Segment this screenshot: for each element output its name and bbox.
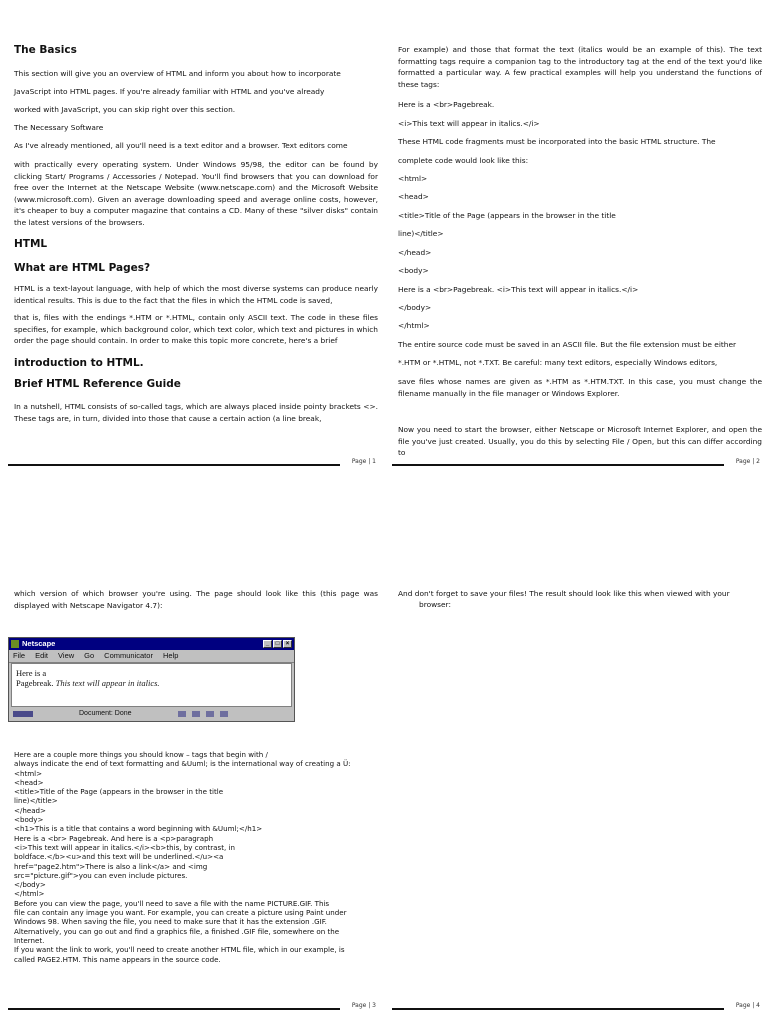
menu-item-communicator: Communicator xyxy=(104,651,153,660)
code-line: </body> xyxy=(398,303,432,312)
mail-icon xyxy=(192,711,200,717)
text-line: browser: xyxy=(419,600,451,609)
menu-item-view: View xyxy=(58,651,75,660)
heading-what-are-html-pages: What are HTML Pages? xyxy=(14,262,151,274)
text-line: This section will give you an overview of HTML and inform you about how to incorporate xyxy=(14,69,341,78)
code-sample: Here are a couple more things you should know – tags that begin with / always indicate the end of text formatting and &Uuml; is the international way of creating a Ü: <html> <head> <title>Title of the Page (appears in the browser in the title line)</title> </head> <body> <h1>This is a title that contains a word beginning with &Uuml;</h1> Here is a <br> Pagebreak. And here is a <p>paragraph <i>This text will appear in italics.</i><b>this, by contrast, in boldface.</b><u>and this text will be underlined.</u><a href="page2.htm">There is also a link</a> and <img src="picture.gif">you can even include pictures. </body> </html> Before you can view the page, you'll need to save a file with the name PICTURE.GIF. This file can contain any image you want. For example, you can create a picture using Paint under Windows 98. When saving the file, you need to make sure that it has the extension .GIF. Alternatively, you can go out and find a graphics file, a finished .GIF file, somewhere on the Internet. If you want the link to work, you'll need to create another HTML file, which in our example, is called PAGE2.HTM. This name appears in the source code. xyxy=(14,750,351,964)
discussion-icon xyxy=(206,711,214,717)
status-text: Document: Done xyxy=(79,710,132,717)
security-icon xyxy=(13,711,33,717)
page-divider xyxy=(392,464,724,466)
browser-content xyxy=(11,663,292,707)
window-title-bar xyxy=(9,638,294,650)
content-line xyxy=(16,678,287,688)
text-line: Here is a <br>Pagebreak. xyxy=(398,100,495,109)
minimize-icon: _ xyxy=(263,640,272,648)
code-line: <title>Title of the Page (appears in the browser in the title xyxy=(398,211,616,220)
text-line: JavaScript into HTML pages. If you're already familiar with HTML and you've already xyxy=(14,87,325,96)
page-number: Page | 1 xyxy=(351,458,376,465)
menu-item-go: Go xyxy=(84,651,95,660)
maximize-icon: □ xyxy=(273,640,282,648)
component-bar xyxy=(178,711,228,717)
italic-text: This text will appear in italics. xyxy=(55,678,160,688)
content-text: Pagebreak. xyxy=(16,678,54,688)
page-number: Page | 2 xyxy=(735,458,760,465)
content-line: Here is a xyxy=(16,668,47,678)
code-line: line)</title> xyxy=(398,229,444,238)
code-line: <body> xyxy=(398,266,429,275)
text-paragraph: save files whose names are given as *.HTM as *.HTM.TXT. In this case, you must change the filename manually in the file manager or Windows Explorer. xyxy=(398,377,762,398)
code-line: <html> xyxy=(398,174,428,183)
text-line: These HTML code fragments must be incorporated into the basic HTML structure. The xyxy=(398,137,716,146)
window-controls xyxy=(263,640,292,648)
navigator-icon xyxy=(178,711,186,717)
code-line: <head> xyxy=(398,192,429,201)
text-paragraph: HTML is a text-layout language, with help of which the most diverse systems can produce nearly identical results. This is due to the fact that the files in which the HTML code is saved, xyxy=(14,284,378,305)
text-paragraph: that is, files with the endings *.HTM or *.HTML, contain only ASCII text. The code in these files specifies, for example, which background color, which text color, which text and pictures in which order the page should contain. In order to make this topic more concrete, here's a brief xyxy=(14,313,378,346)
heading-reference-guide: Brief HTML Reference Guide xyxy=(14,378,181,390)
netscape-logo-icon xyxy=(11,640,19,648)
text-line: *.HTM or *.HTML, not *.TXT. Be careful: many text editors, especially Windows editors, xyxy=(398,358,718,367)
page-4 xyxy=(392,512,762,1024)
page-divider xyxy=(8,464,340,466)
menu-item-file: File xyxy=(13,651,26,660)
text-paragraph: For example) and those that format the text (italics would be an example of this). The text formatting tags require a companion tag to the introductory tag at the end of the text you'd like formatted a particular way. A few practical examples will help you understand the functions of these tags: xyxy=(398,45,762,89)
text-line: complete code would look like this: xyxy=(398,156,529,165)
page-number: Page | 4 xyxy=(735,1002,760,1009)
page-2 xyxy=(392,0,762,480)
menu-bar xyxy=(9,650,294,663)
page-divider xyxy=(392,1008,724,1010)
menu-item-edit: Edit xyxy=(35,651,49,660)
page-3 xyxy=(8,512,378,1024)
netscape-window-screenshot xyxy=(8,637,295,722)
text-paragraph: which version of which browser you're using. The page should look like this (this page was displayed with Netscape Navigator 4.7): xyxy=(14,589,378,610)
composer-icon xyxy=(220,711,228,717)
page-number: Page | 3 xyxy=(351,1002,376,1009)
status-bar xyxy=(9,707,294,721)
page-divider xyxy=(8,1008,340,1010)
heading-the-basics: The Basics xyxy=(14,44,77,56)
heading-html: HTML xyxy=(14,238,48,250)
code-line: </html> xyxy=(398,321,430,330)
text-line: And don't forget to save your files! The result should look like this when viewed with your xyxy=(398,589,730,598)
window-title: Netscape xyxy=(22,639,56,648)
text-line: The entire source code must be saved in an ASCII file. But the file extension must be either xyxy=(398,340,737,349)
close-icon: × xyxy=(283,640,292,648)
code-line: Here is a <br>Pagebreak. <i>This text will appear in italics.</i> xyxy=(398,285,639,294)
code-line: </head> xyxy=(398,248,432,257)
page-1 xyxy=(8,0,378,480)
heading-introduction: introduction to HTML. xyxy=(14,357,144,369)
text-paragraph: In a nutshell, HTML consists of so-called tags, which are always placed inside pointy brackets <>. These tags are, in turn, divided into those that cause a certain action (a line break, xyxy=(14,402,378,423)
text-paragraph: Now you need to start the browser, either Netscape or Microsoft Internet Explorer, and open the file you've just created. Usually, you do this by selecting File / Open, but this can differ according to xyxy=(398,425,762,458)
menu-item-help: Help xyxy=(162,651,179,660)
text-line: worked with JavaScript, you can skip right over this section. xyxy=(14,105,236,114)
text-line: <i>This text will appear in italics.</i> xyxy=(398,119,540,128)
text-line: As I've already mentioned, all you'll need is a text editor and a browser. Text editors come xyxy=(14,141,348,150)
text-paragraph: with practically every operating system. Under Windows 95/98, the editor can be found by clicking Start/ Programs / Accessories / Notepad. You'll find browsers that you can download for free over the Internet at the Netscape Website (www.netscape.com) and the Microsoft Website (www.microsoft.com). Given an average downloading speed and average online costs, however, it's cheaper to buy a computer magazine that contains a CD. Many of these "silver disks" contain the latest versions of the browsers. xyxy=(14,160,378,227)
text-line: The Necessary Software xyxy=(14,123,104,132)
